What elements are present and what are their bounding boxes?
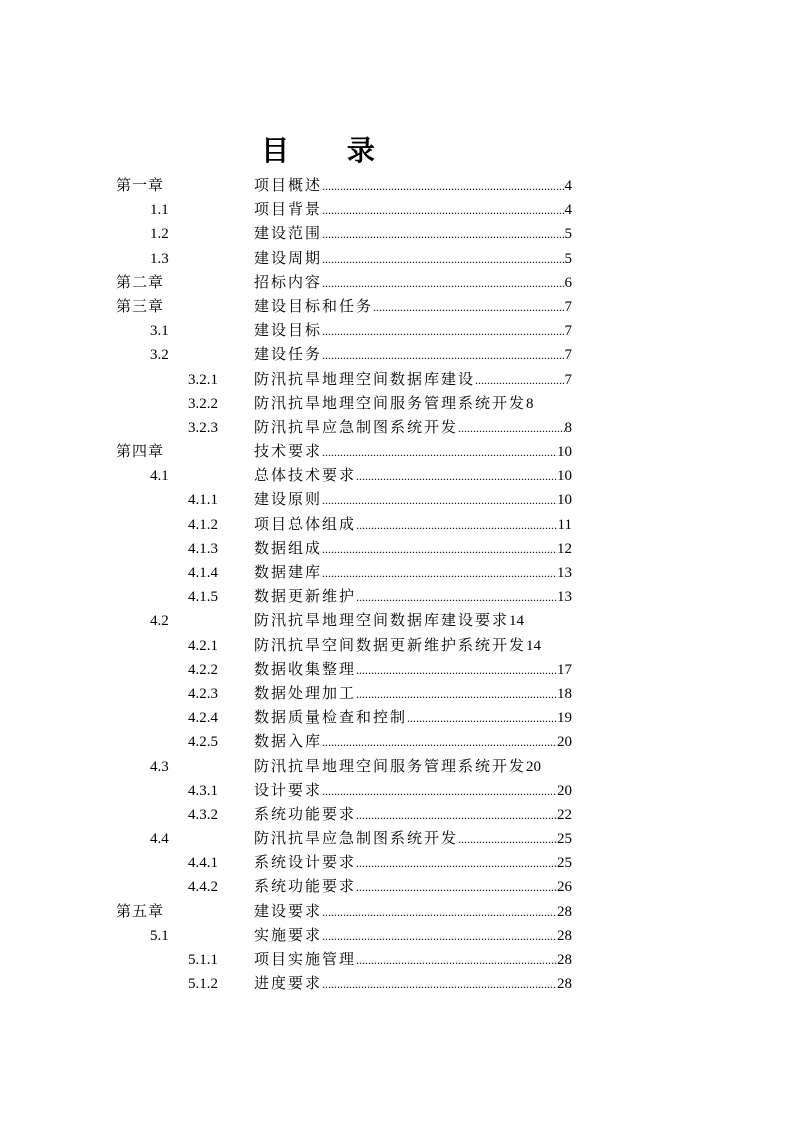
toc-entry-number: 4.3.1 [188, 782, 218, 799]
toc-entry-page: 12 [557, 540, 572, 557]
toc-entry[interactable] [0, 174, 794, 198]
toc-entry[interactable] [0, 561, 794, 585]
toc-entry-title: 数据质量检查和控制 [254, 710, 408, 727]
toc-entry-title: 建设要求 [254, 903, 323, 920]
toc-entry-page: 28 [557, 927, 572, 944]
toc-entry-line [254, 392, 572, 416]
toc-entry-number: 4.1.2 [188, 516, 218, 533]
toc-entry-title: 项目概述 [254, 178, 323, 194]
toc-entry-line [254, 368, 572, 392]
toc-dot-leader [356, 513, 558, 537]
toc-entry-number: 3.1 [150, 323, 169, 340]
toc-entry-title: 实施要求 [254, 927, 323, 944]
toc-entry-number: 3.2 [150, 347, 169, 364]
toc-entry-title: 总体技术要求 [254, 468, 357, 485]
toc-entry-page: 13 [557, 589, 572, 606]
toc-entry[interactable] [0, 779, 794, 803]
toc-entry[interactable] [0, 271, 794, 295]
toc-entry-number: 3.2.2 [188, 395, 218, 412]
toc-entry-number: 1.1 [150, 202, 169, 219]
toc-entry-number: 4.2.1 [188, 637, 218, 654]
toc-entry-title: 项目总体组成 [254, 516, 357, 533]
toc-dot-leader [322, 537, 557, 561]
toc-dot-leader [356, 803, 557, 827]
toc-entry-line [254, 319, 572, 343]
toc-entry-page: 7 [564, 347, 572, 364]
toc-entry-line [254, 875, 572, 899]
toc-entry[interactable] [0, 295, 794, 319]
toc-entry-title: 系统功能要求 [254, 806, 357, 823]
toc-dot-leader [356, 658, 557, 682]
toc-dot-leader [322, 271, 564, 295]
toc-entry[interactable] [0, 948, 794, 972]
toc-entry-page: 4 [564, 202, 572, 219]
toc-entry-number: 1.2 [150, 226, 169, 243]
toc-entry-number: 4.2.5 [188, 734, 218, 751]
toc-entry-line [254, 706, 572, 730]
toc-entry[interactable] [0, 803, 794, 827]
toc-entry-page: 20 [557, 734, 572, 751]
toc-entry-page: 20 [557, 782, 572, 799]
toc-entry[interactable] [0, 827, 794, 851]
toc-entry-title: 技术要求 [254, 444, 323, 461]
toc-entry-line [254, 948, 572, 972]
toc-entry-page: 18 [557, 685, 572, 702]
toc-entry[interactable] [0, 392, 794, 416]
toc-dot-leader [407, 706, 557, 730]
toc-entry-line [254, 851, 572, 875]
toc-dot-leader [322, 488, 557, 512]
toc-dot-leader [356, 585, 557, 609]
toc-entry-number: 5.1.2 [188, 976, 218, 993]
toc-entry[interactable] [0, 247, 794, 271]
toc-entry-page: 25 [557, 855, 572, 872]
toc-entry-line [254, 924, 572, 948]
toc-entry[interactable] [0, 222, 794, 246]
toc-entry[interactable] [0, 609, 794, 633]
toc-entry[interactable] [0, 488, 794, 512]
toc-entry-page: 13 [557, 565, 572, 581]
toc-entry-line [254, 682, 572, 706]
toc-entry-number: 4.2.4 [188, 710, 218, 727]
toc-dot-leader [356, 851, 557, 875]
toc-entry-page: 20 [526, 758, 542, 775]
toc-entry-title: 系统设计要求 [254, 855, 357, 872]
toc-entry-line [254, 658, 572, 682]
toc-entry-line [254, 464, 572, 488]
page-title: 目 录 [261, 134, 399, 167]
toc-entry-number: 第二章 [116, 274, 165, 291]
toc-entry-line [254, 198, 572, 222]
toc-entry[interactable] [0, 682, 794, 706]
toc-entry-number: 4.1.1 [188, 492, 218, 509]
toc-entry-number: 4.4.1 [188, 855, 218, 872]
toc-entry-title: 系统功能要求 [254, 879, 357, 896]
toc-entry-page: 6 [564, 274, 572, 291]
toc-entry-page: 5 [564, 250, 572, 267]
toc-dot-leader [356, 948, 557, 972]
toc-dot-leader [322, 247, 564, 271]
toc-entry-line [254, 900, 572, 924]
toc-entry-page: 4 [564, 178, 572, 194]
toc-entry-title: 数据收集整理 [254, 661, 357, 678]
toc-dot-leader [356, 682, 557, 706]
toc-entry-number: 4.4.2 [188, 879, 218, 896]
toc-entry[interactable] [0, 368, 794, 392]
toc-entry-line [254, 174, 572, 198]
toc-entry-line [254, 488, 572, 512]
toc-entry-number: 5.1.1 [188, 952, 218, 968]
toc-entry-title: 招标内容 [254, 274, 323, 291]
toc-entry-title: 进度要求 [254, 976, 323, 993]
toc-entry-page: 11 [557, 516, 572, 533]
toc-entry-page: 5 [564, 226, 572, 243]
toc-entry-page: 7 [564, 323, 572, 340]
toc-entry-line [254, 609, 572, 633]
toc-entry-line [254, 972, 572, 996]
toc-entry[interactable] [0, 416, 794, 440]
toc-dot-leader [322, 174, 564, 198]
toc-entry-page: 26 [557, 879, 572, 896]
toc-entry-title: 数据建库 [254, 565, 323, 581]
toc-dot-leader [322, 198, 564, 222]
table-of-contents [0, 174, 794, 996]
toc-entry[interactable] [0, 851, 794, 875]
toc-entry-number: 4.1 [150, 468, 169, 485]
toc-entry-number: 第一章 [116, 178, 165, 194]
toc-entry-line [254, 295, 572, 319]
toc-dot-leader [356, 464, 557, 488]
toc-dot-leader [322, 972, 557, 996]
toc-dot-leader [322, 561, 557, 585]
toc-entry-page: 28 [557, 952, 572, 968]
toc-entry[interactable] [0, 900, 794, 924]
toc-entry-title: 建设目标 [254, 323, 323, 340]
toc-entry-page: 17 [557, 661, 572, 678]
toc-entry-page: 19 [557, 710, 572, 727]
toc-entry-page: 22 [557, 806, 572, 823]
toc-entry-title: 建设周期 [254, 250, 323, 267]
toc-entry-title: 防汛抗旱空间数据更新维护系统开发 [254, 637, 527, 654]
toc-entry[interactable] [0, 319, 794, 343]
toc-entry-line [254, 585, 572, 609]
toc-entry-number: 5.1 [150, 927, 169, 944]
toc-entry-number: 4.2.2 [188, 661, 218, 678]
toc-entry-page: 28 [557, 976, 572, 993]
toc-entry[interactable] [0, 513, 794, 537]
toc-entry-number: 4.4 [150, 831, 169, 848]
toc-entry-title: 防汛抗旱地理空间服务管理系统开发 [254, 758, 527, 775]
toc-entry-line [254, 779, 572, 803]
toc-entry-number: 4.1.4 [188, 565, 218, 581]
toc-dot-leader [322, 222, 564, 246]
toc-entry-line [254, 222, 572, 246]
toc-entry-page: 14 [509, 613, 525, 630]
toc-entry-line [254, 247, 572, 271]
toc-entry-page: 8 [564, 419, 572, 436]
toc-dot-leader [475, 368, 564, 392]
toc-entry[interactable] [0, 464, 794, 488]
toc-entry-line [254, 440, 572, 464]
toc-dot-leader [322, 319, 564, 343]
toc-dot-leader [356, 875, 557, 899]
toc-entry-page: 7 [564, 371, 572, 388]
toc-entry-line [254, 730, 572, 754]
toc-dot-leader [322, 343, 564, 367]
toc-entry-number: 4.3.2 [188, 806, 218, 823]
toc-entry[interactable] [0, 706, 794, 730]
toc-entry-page: 10 [557, 492, 572, 509]
toc-entry-title: 防汛抗旱应急制图系统开发 [254, 419, 459, 436]
toc-dot-leader [458, 416, 564, 440]
toc-dot-leader [458, 827, 557, 851]
toc-entry-number: 3.2.1 [188, 371, 218, 388]
toc-entry[interactable] [0, 972, 794, 996]
toc-entry-title: 数据入库 [254, 734, 323, 751]
toc-entry[interactable] [0, 634, 794, 658]
toc-entry-title: 项目实施管理 [254, 952, 357, 968]
toc-dot-leader [322, 779, 557, 803]
toc-entry-title: 数据处理加工 [254, 685, 357, 702]
toc-entry-title: 防汛抗旱地理空间数据库建设 [254, 371, 476, 388]
toc-entry-line [254, 271, 572, 295]
toc-dot-leader [373, 295, 564, 319]
toc-entry-title: 项目背景 [254, 202, 323, 219]
toc-entry[interactable] [0, 198, 794, 222]
toc-entry-number: 3.2.3 [188, 419, 218, 436]
toc-entry-number: 第三章 [116, 298, 165, 315]
toc-entry-number: 4.3 [150, 758, 169, 775]
toc-entry-title: 建设目标和任务 [254, 298, 374, 315]
toc-entry[interactable] [0, 343, 794, 367]
toc-entry-line [254, 827, 572, 851]
toc-entry-number: 第五章 [116, 903, 165, 920]
toc-entry-number: 第四章 [116, 444, 165, 461]
toc-entry-line [254, 537, 572, 561]
toc-entry-title: 防汛抗旱地理空间数据库建设要求 [254, 613, 510, 630]
toc-entry-line [254, 416, 572, 440]
toc-entry-number: 4.2 [150, 613, 169, 630]
toc-dot-leader [322, 900, 557, 924]
toc-entry-title: 数据组成 [254, 540, 323, 557]
toc-entry-title: 建设范围 [254, 226, 323, 243]
toc-entry-number: 1.3 [150, 250, 169, 267]
toc-entry-number: 4.2.3 [188, 685, 218, 702]
toc-entry[interactable] [0, 755, 794, 779]
toc-entry-page: 7 [564, 298, 572, 315]
toc-entry-page: 10 [557, 444, 572, 461]
toc-entry-number: 4.1.3 [188, 540, 218, 557]
toc-entry-line [254, 634, 572, 658]
toc-entry-title: 建设原则 [254, 492, 323, 509]
toc-entry[interactable] [0, 585, 794, 609]
toc-entry[interactable] [0, 924, 794, 948]
toc-entry-line [254, 513, 572, 537]
toc-entry[interactable] [0, 730, 794, 754]
toc-entry-page: 28 [557, 903, 572, 920]
toc-entry-page: 10 [557, 468, 572, 485]
toc-entry-page: 8 [526, 395, 534, 412]
toc-entry-title: 防汛抗旱应急制图系统开发 [254, 831, 459, 848]
toc-entry[interactable] [0, 440, 794, 464]
toc-entry-title: 数据更新维护 [254, 589, 357, 606]
toc-dot-leader [322, 730, 557, 754]
toc-entry[interactable] [0, 875, 794, 899]
toc-entry-line [254, 755, 572, 779]
toc-entry-title: 防汛抗旱地理空间服务管理系统开发 [254, 395, 527, 412]
toc-entry[interactable] [0, 537, 794, 561]
toc-dot-leader [322, 440, 557, 464]
toc-entry-line [254, 343, 572, 367]
toc-entry-title: 设计要求 [254, 782, 323, 799]
toc-dot-leader [322, 924, 557, 948]
toc-entry-page: 14 [526, 637, 542, 654]
toc-entry-number: 4.1.5 [188, 589, 218, 606]
toc-entry-line [254, 803, 572, 827]
toc-entry-page: 25 [557, 831, 572, 848]
toc-entry[interactable] [0, 658, 794, 682]
toc-entry-title: 建设任务 [254, 347, 323, 364]
toc-entry-line [254, 561, 572, 585]
